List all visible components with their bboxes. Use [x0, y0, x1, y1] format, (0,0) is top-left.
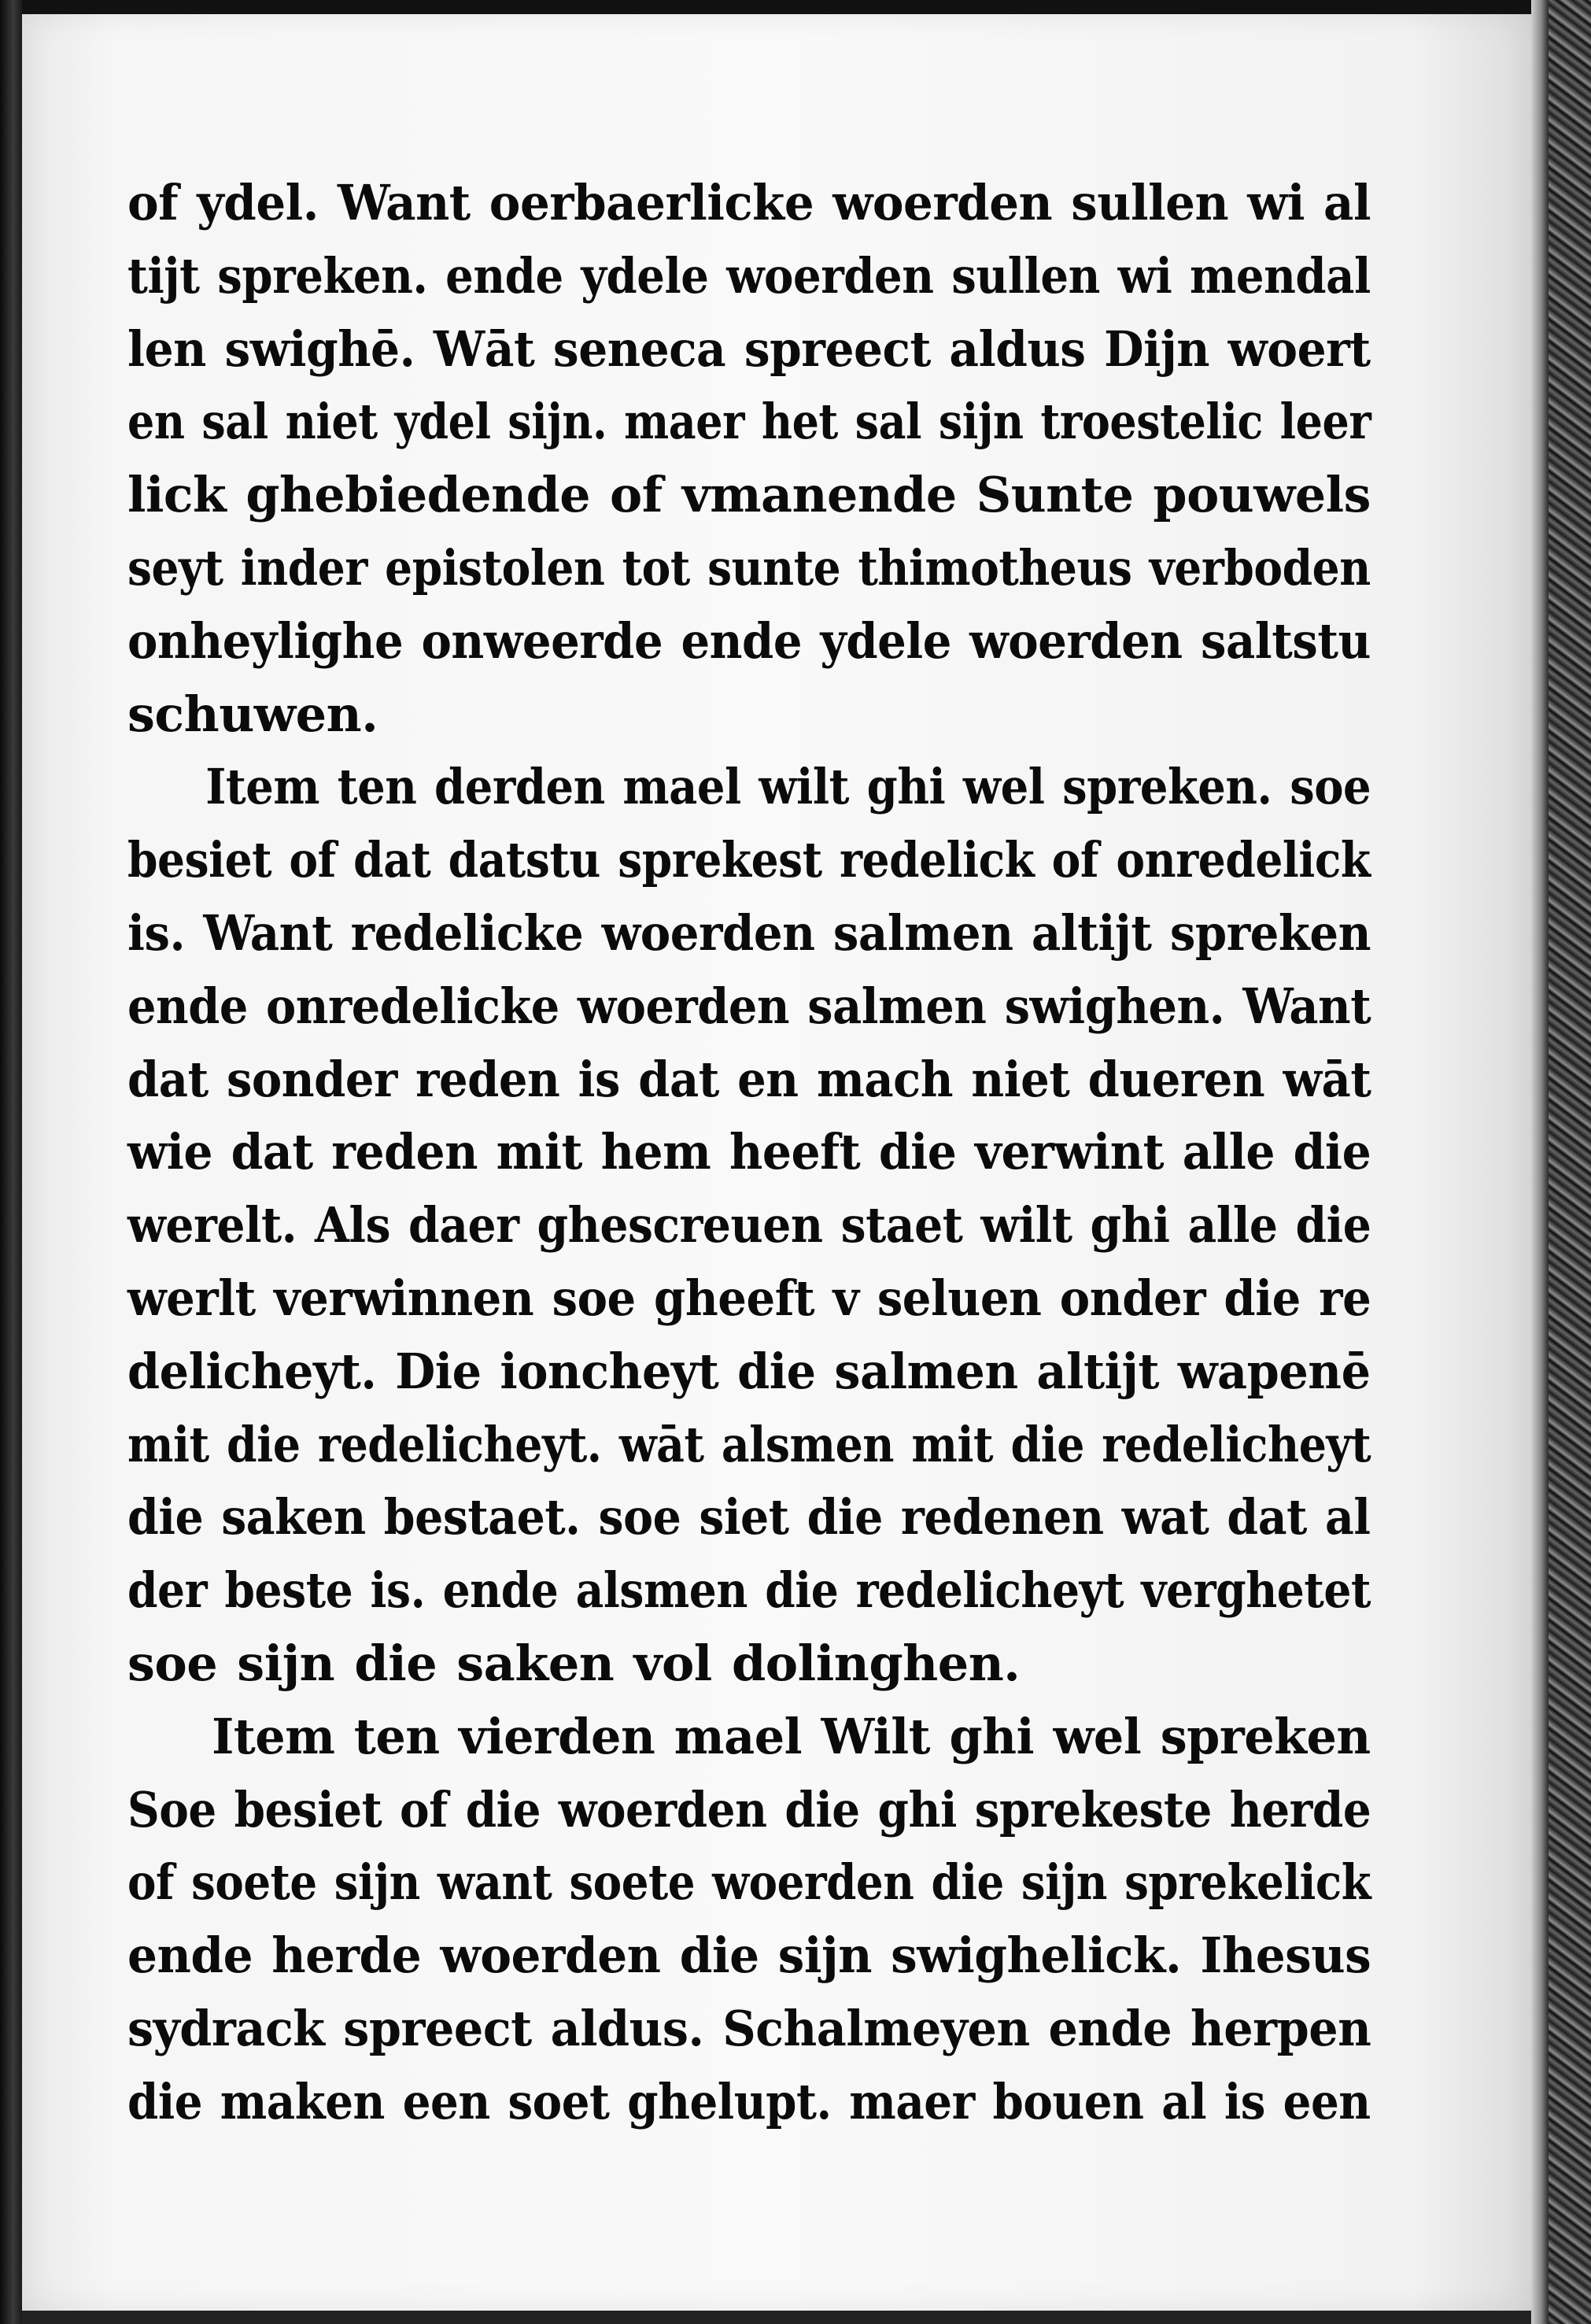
book-binding-edge [0, 0, 22, 2324]
text-line-26: sydrack spreect aldus. Schalmeyen ende herpen [127, 1999, 1371, 2057]
text-line-22: Item ten vierden mael Wilt ghi wel spreken [212, 1707, 1371, 1765]
text-line-15: werelt. Als daer ghescreuen staet wilt ghi alle die [127, 1196, 1371, 1254]
text-line-4: en sal niet ydel sijn. maer het sal sijn troestelic leer [127, 393, 1371, 451]
text-line-8: schuwen. [127, 685, 378, 743]
printed-text-block [127, 167, 1371, 2139]
text-line-2: tijt spreken. ende ydele woerden sullen wi mendal [127, 246, 1371, 305]
text-line-20: der beste is. ende alsmen die redelicheyt verghetet [127, 1561, 1371, 1620]
page-edge-shadow [1531, 0, 1549, 2324]
text-line-21: soe sijn die saken vol dolinghen. [127, 1634, 1021, 1692]
marbled-cover-edge [1549, 0, 1591, 2324]
text-line-9: Item ten derden mael wilt ghi wel spreken. soe [205, 758, 1371, 816]
text-line-11: is. Want redelicke woerden salmen altijt spreken [127, 903, 1371, 962]
text-line-3: len swighē. Wāt seneca spreect aldus Dijn woert [127, 320, 1371, 378]
text-line-24: of soete sijn want soete woerden die sijn sprekelick [127, 1853, 1371, 1912]
text-line-12: ende onredelicke woerden salmen swighen. Want [127, 977, 1371, 1035]
text-line-1: of ydel. Want oerbaerlicke woerden sullen wi al [127, 174, 1371, 231]
text-line-23: Soe besiet of die woerden die ghi sprekeste herde [127, 1780, 1371, 1838]
text-line-25: ende herde woerden die sijn swighelick. Ihesus [127, 1927, 1371, 1985]
text-line-16: werlt verwinnen soe gheeft v seluen onder die re [127, 1269, 1371, 1327]
text-line-13: dat sonder reden is dat en mach niet dueren wāt [127, 1050, 1371, 1108]
text-line-27: die maken een soet ghelupt. maer bouen al is een [127, 2072, 1371, 2130]
text-line-6: seyt inder epistolen tot sunte thimotheus verboden [127, 538, 1371, 597]
text-line-19: die saken bestaet. soe siet die redenen wat dat al [127, 1488, 1371, 1546]
text-line-10: besiet of dat datstu sprekest redelick of onredelick [127, 831, 1371, 889]
page-bottom-edge [22, 2311, 1531, 2324]
text-line-18: mit die redelicheyt. wāt alsmen mit die redelicheyt [127, 1415, 1371, 1473]
text-line-7: onheylighe onweerde ende ydele woerden saltstu [127, 611, 1371, 670]
text-line-17: delicheyt. Die ioncheyt die salmen altijt wapenē [127, 1342, 1371, 1400]
text-line-14: wie dat reden mit hem heeft die verwint alle die [127, 1123, 1371, 1181]
text-line-5: lick ghebiedende of vmanende Sunte pouwels [127, 466, 1371, 524]
